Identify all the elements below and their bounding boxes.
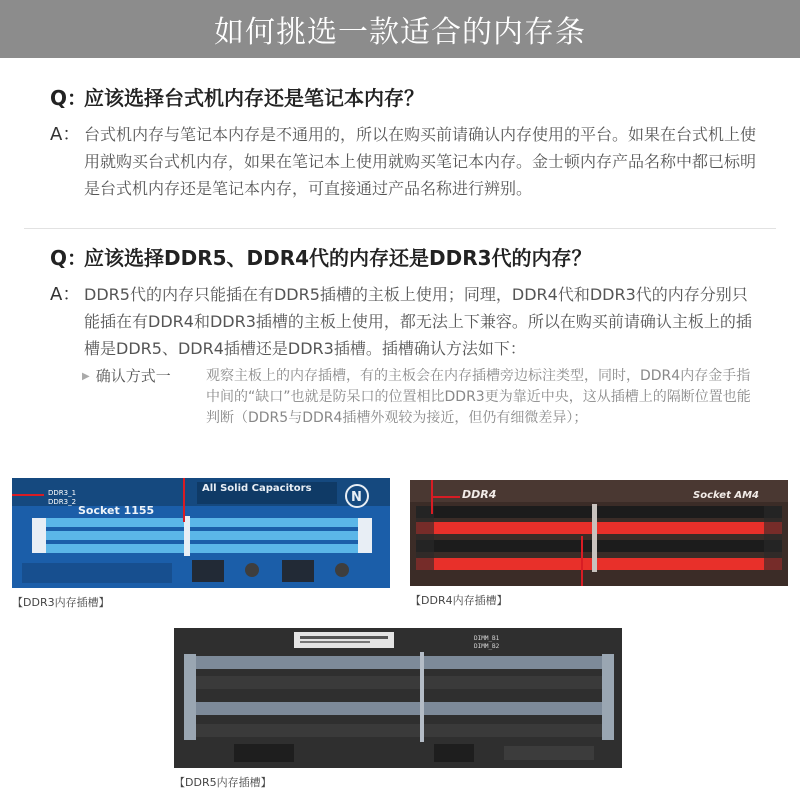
ddr3-silk-capacitors: All Solid Capacitors [202, 483, 312, 494]
ddr4-caption: 【DDR4内存插槽】 [410, 594, 508, 607]
ddr4-silk-socket: Socket AM4 [693, 490, 759, 501]
method-label [82, 366, 206, 429]
section-divider [24, 228, 776, 229]
ddr4-silk-ddr: DDR4 [462, 488, 497, 501]
ddr3-caption: 【DDR3内存插槽】 [12, 596, 110, 609]
question-row [50, 82, 760, 111]
ddr5-board-graphic [174, 628, 622, 768]
triangle-bullet-icon: ▶ [82, 371, 90, 382]
question-label: Q： [50, 86, 88, 110]
question-label: Q： [50, 246, 88, 270]
question-text: 应该选择台式机内存还是笔记本内存？ [84, 86, 424, 110]
answer-row [50, 121, 760, 202]
ddr3-board-graphic [12, 478, 390, 588]
method-one [82, 366, 760, 429]
ddr5-board-image [174, 628, 622, 768]
question-row [50, 242, 760, 271]
method-text: 观察主板上的内存插槽，有的主板会在内存插槽旁边标注类型，同时，DDR4内存金手指中间的“缺口”也就是防呆口的位置相比DDR3更为靠近中央，这从插槽上的隔断位置也能判断（DDR5与DDR4插槽外观较为接近，但仍有细微差异）； [206, 368, 751, 426]
qa-block-generation [50, 242, 760, 362]
ddr4-board-graphic [410, 480, 788, 586]
ddr5-caption: 【DDR5内存插槽】 [174, 776, 272, 789]
answer-text: 台式机内存与笔记本内存是不通用的，所以在购买前请确认内存使用的平台。如果在台式机上使用就购买台式机内存，如果在笔记本上使用就购买笔记本内存。金士顿内存产品名称中都已标明是台式机内存还是笔记本内存，可直接通过产品名称进行辨别。 [84, 125, 757, 198]
answer-row [50, 281, 760, 362]
title-banner [0, 0, 800, 58]
qa-block-platform [50, 82, 760, 202]
answer-text: DDR5代的内存只能插在有DDR5插槽的主板上使用；同理，DDR4代和DDR3代的内存分别只能插在有DDR4和DDR3插槽的主板上使用，都无法上下兼容。所以在购买前请确认主板上的插槽是DDR5、DDR4插槽还是DDR3插槽。插槽确认方法如下： [84, 285, 752, 358]
ddr3-silk-label-1: DDR3_1 [48, 489, 77, 497]
ddr3-slots [32, 516, 372, 556]
ddr3-silk-label-2: DDR3_2 [48, 498, 77, 506]
ddr3-board-image [12, 478, 390, 588]
ddr5-silk-b: DIMM_B2 [474, 643, 500, 650]
answer-label: A： [50, 284, 81, 305]
page-title: 如何挑选一款适合的内存条 [214, 15, 586, 50]
svg-text:N: N [351, 490, 362, 505]
question-text: 应该选择DDR5、DDR4代的内存还是DDR3代的内存？ [84, 246, 592, 270]
ddr4-board-image [410, 480, 788, 586]
ddr3-silk-socket: Socket 1155 [78, 504, 155, 517]
method-label-text: 确认方式一 [95, 367, 171, 385]
ddr5-silk-a: DIMM_B1 [474, 635, 500, 642]
answer-label: A： [50, 124, 81, 145]
